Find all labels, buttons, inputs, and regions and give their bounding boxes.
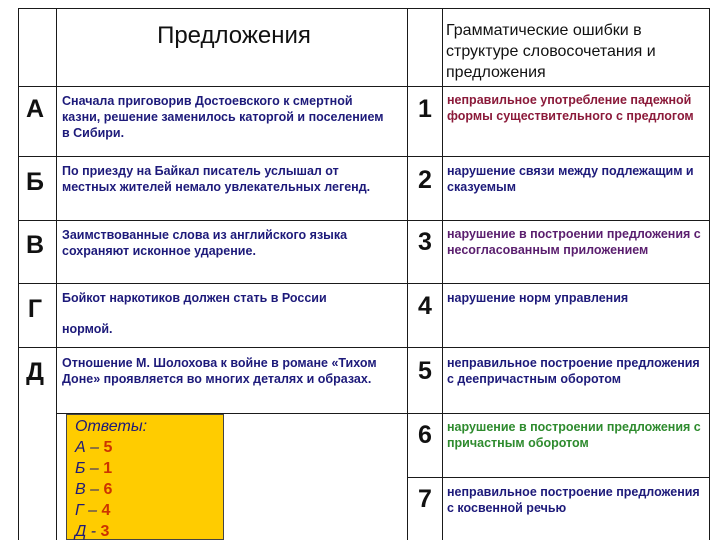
error-text-3: нарушение в построении предложения с несогласованным приложением [447, 227, 701, 257]
sentence-b: По приезду на Байкал писатель услышал от местных жителей немало увлекательных легенд. [62, 164, 371, 194]
row-letter-g: Г [27, 295, 43, 323]
row-divider [18, 283, 710, 284]
error-number-2: 2 [418, 166, 432, 194]
error-number-4: 4 [418, 292, 432, 320]
sentence-a: Сначала приговорив Достоевского к смертной казни, решение заменилось каторгой и поселением в Сибири. [62, 94, 384, 140]
sentence-g: Бойкот наркотиков должен стать в России [62, 291, 327, 305]
table-left-border [18, 8, 19, 540]
error-text-1: неправильное употребление падежной формы существительного с предлогом [447, 93, 694, 123]
error-number-5: 5 [418, 357, 432, 385]
table-right-border [709, 8, 710, 540]
sentence-g-continuation: нормой. [62, 322, 113, 336]
col-divider-letter [56, 8, 57, 540]
error-number-7: 7 [418, 485, 432, 513]
row-divider [18, 220, 710, 221]
row-letter-d: Д [26, 358, 44, 386]
header-errors: Грамматические ошибки в структуре словосочетания и предложения [446, 22, 656, 81]
error-number-1: 1 [418, 95, 432, 123]
answer-item-a: А – 5 [75, 439, 113, 456]
sentence-d: Отношение М. Шолохова к войне в романе «Тихом Доне» проявляется во многих деталях и образах. [62, 356, 377, 386]
error-text-2: нарушение связи между подлежащим и сказуемым [447, 164, 694, 194]
answers-box [66, 414, 224, 540]
error-text-6: нарушение в построении предложения с причастным оборотом [447, 420, 701, 450]
error-number-3: 3 [418, 228, 432, 256]
answer-item-v: В – 6 [75, 481, 113, 498]
answers-title: Ответы: [75, 418, 148, 435]
row-divider [18, 86, 710, 87]
answer-item-d: Д - 3 [75, 523, 110, 540]
error-number-6: 6 [418, 421, 432, 449]
answer-item-g: Г – 4 [75, 502, 111, 519]
col-divider-sentence [407, 8, 408, 540]
col-divider-number [442, 8, 443, 540]
table-top-border [18, 8, 710, 9]
sentence-v: Заимствованные слова из английского языка сохраняют исконное ударение. [62, 228, 348, 258]
row-letter-a: А [25, 95, 45, 123]
row-letter-v: В [25, 231, 45, 259]
answer-item-b: Б – 1 [75, 460, 113, 477]
row-divider [18, 156, 710, 157]
header-sentences: Предложения [157, 22, 311, 49]
row-divider [18, 347, 710, 348]
error-text-7: неправильное построение предложения с косвенной речью [447, 485, 700, 515]
row-letter-b: Б [26, 168, 44, 196]
error-text-5: неправильное построение предложения с деепричастным оборотом [447, 356, 700, 386]
error-text-4: нарушение норм управления [447, 291, 629, 305]
row-divider [407, 477, 710, 478]
